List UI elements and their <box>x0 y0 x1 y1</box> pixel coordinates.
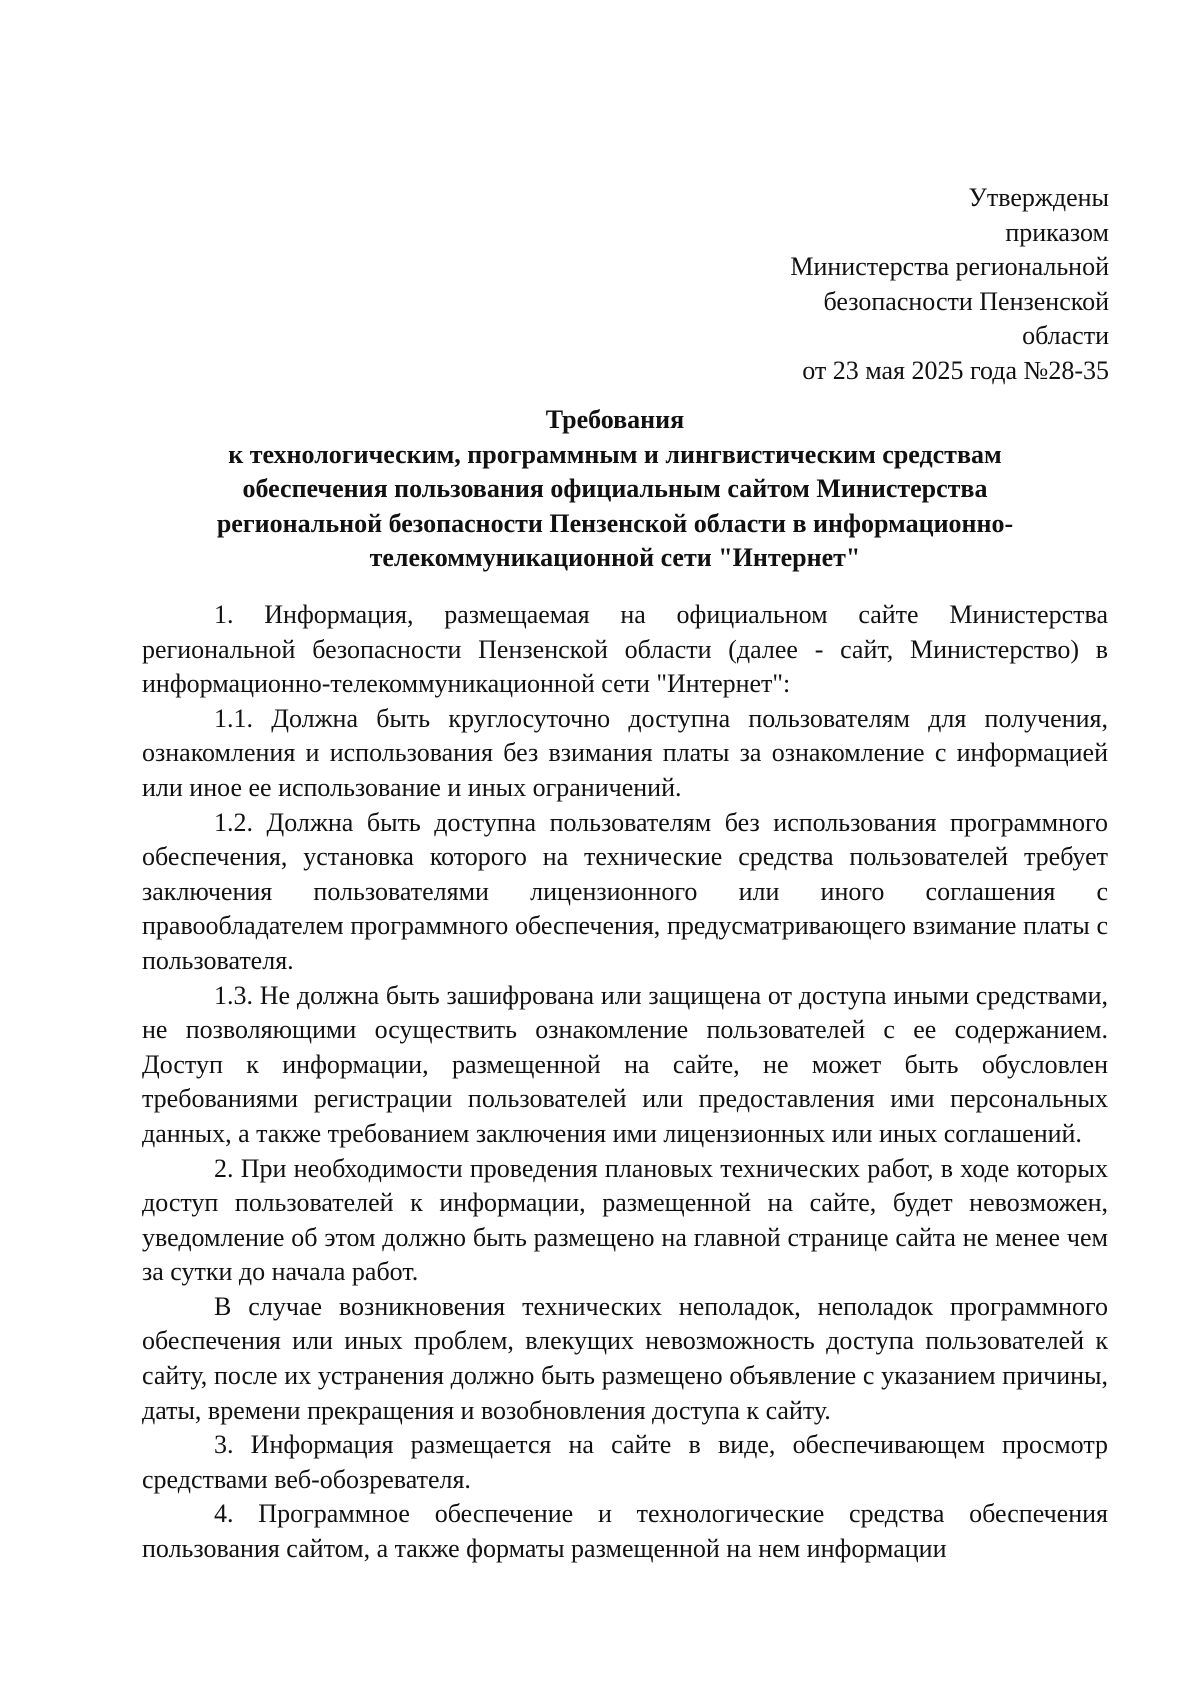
paragraph-1-3: 1.3. Не должна быть зашифрована или защищена от доступа иными средствами, не позволяющими осуществить ознакомление пользователей с ее содержанием. Доступ к информации, размещенной на сайте, не может быть обусловлен требованиями регистрации пользователей или предоставления ими персональных данных, а также требованием заключения ими лицензионных или иных соглашений. <box>142 980 1108 1148</box>
approval-date-line: от 23 мая 2025 года №28-35 <box>802 355 1109 385</box>
paragraph-2-continued: В случае возникновения технических неполадок, неполадок программного обеспечения или иных проблем, влекущих невозможность доступа пользователей к сайту, после их устранения должно быть размещено объявление с указанием причины, даты, времени прекращения и возобновления доступа к сайту. <box>142 1291 1108 1425</box>
document-title <box>120 403 1110 576</box>
title-line: к технологическим, программным и лингвистическим средствам <box>228 439 1002 469</box>
document-body <box>142 598 1108 1567</box>
paragraph-1-1: 1.1. Должна быть круглосуточно доступна пользователям для получения, ознакомления и использования без взимания платы за ознакомление с информацией или иное ее использование и иных ограничений. <box>142 703 1108 802</box>
title-heading: Требования <box>545 405 685 434</box>
title-line: региональной безопасности Пензенской области в информационно- <box>216 508 1014 538</box>
paragraph-1: 1. Информация, размещаемая на официальном сайте Министерства региональной безопасности Пензенской области (далее - сайт, Министерство) в информационно-телекоммуникационной сети "Интернет": <box>142 600 1108 699</box>
paragraph-2: 2. При необходимости проведения плановых технических работ, в ходе которых доступ пользователей к информации, размещенной на сайте, будет невозможен, уведомление об этом должно быть размещено на главной странице сайта не менее чем за сутки до начала работ. <box>142 1153 1108 1287</box>
approval-line: Министерства региональной <box>790 252 1109 282</box>
approval-stamp <box>669 181 1109 389</box>
approval-line: безопасности Пензенской <box>823 286 1109 316</box>
paragraph-4: 4. Программное обеспечение и технологические средства обеспечения пользования сайтом, а также форматы размещенной на нем информации <box>142 1499 1108 1564</box>
approval-line: области <box>1022 321 1109 351</box>
paragraph-3: 3. Информация размещается на сайте в виде, обеспечивающем просмотр средствами веб-обозревателя. <box>142 1430 1108 1494</box>
paragraph-1-2: 1.2. Должна быть доступна пользователям без использования программного обеспечения, установка которого на технические средства пользователей требует заключения пользователями лицензионного или иного соглашения с правообладателем программного обеспечения, предусматривающего взимание платы с пользователя. <box>142 807 1108 975</box>
approval-line: Утверждены <box>968 183 1109 212</box>
approval-line: приказом <box>1005 217 1109 247</box>
title-line: телекоммуникационной сети "Интернет" <box>369 543 861 573</box>
title-line: обеспечения пользования официальным сайтом Министерства <box>242 474 988 504</box>
